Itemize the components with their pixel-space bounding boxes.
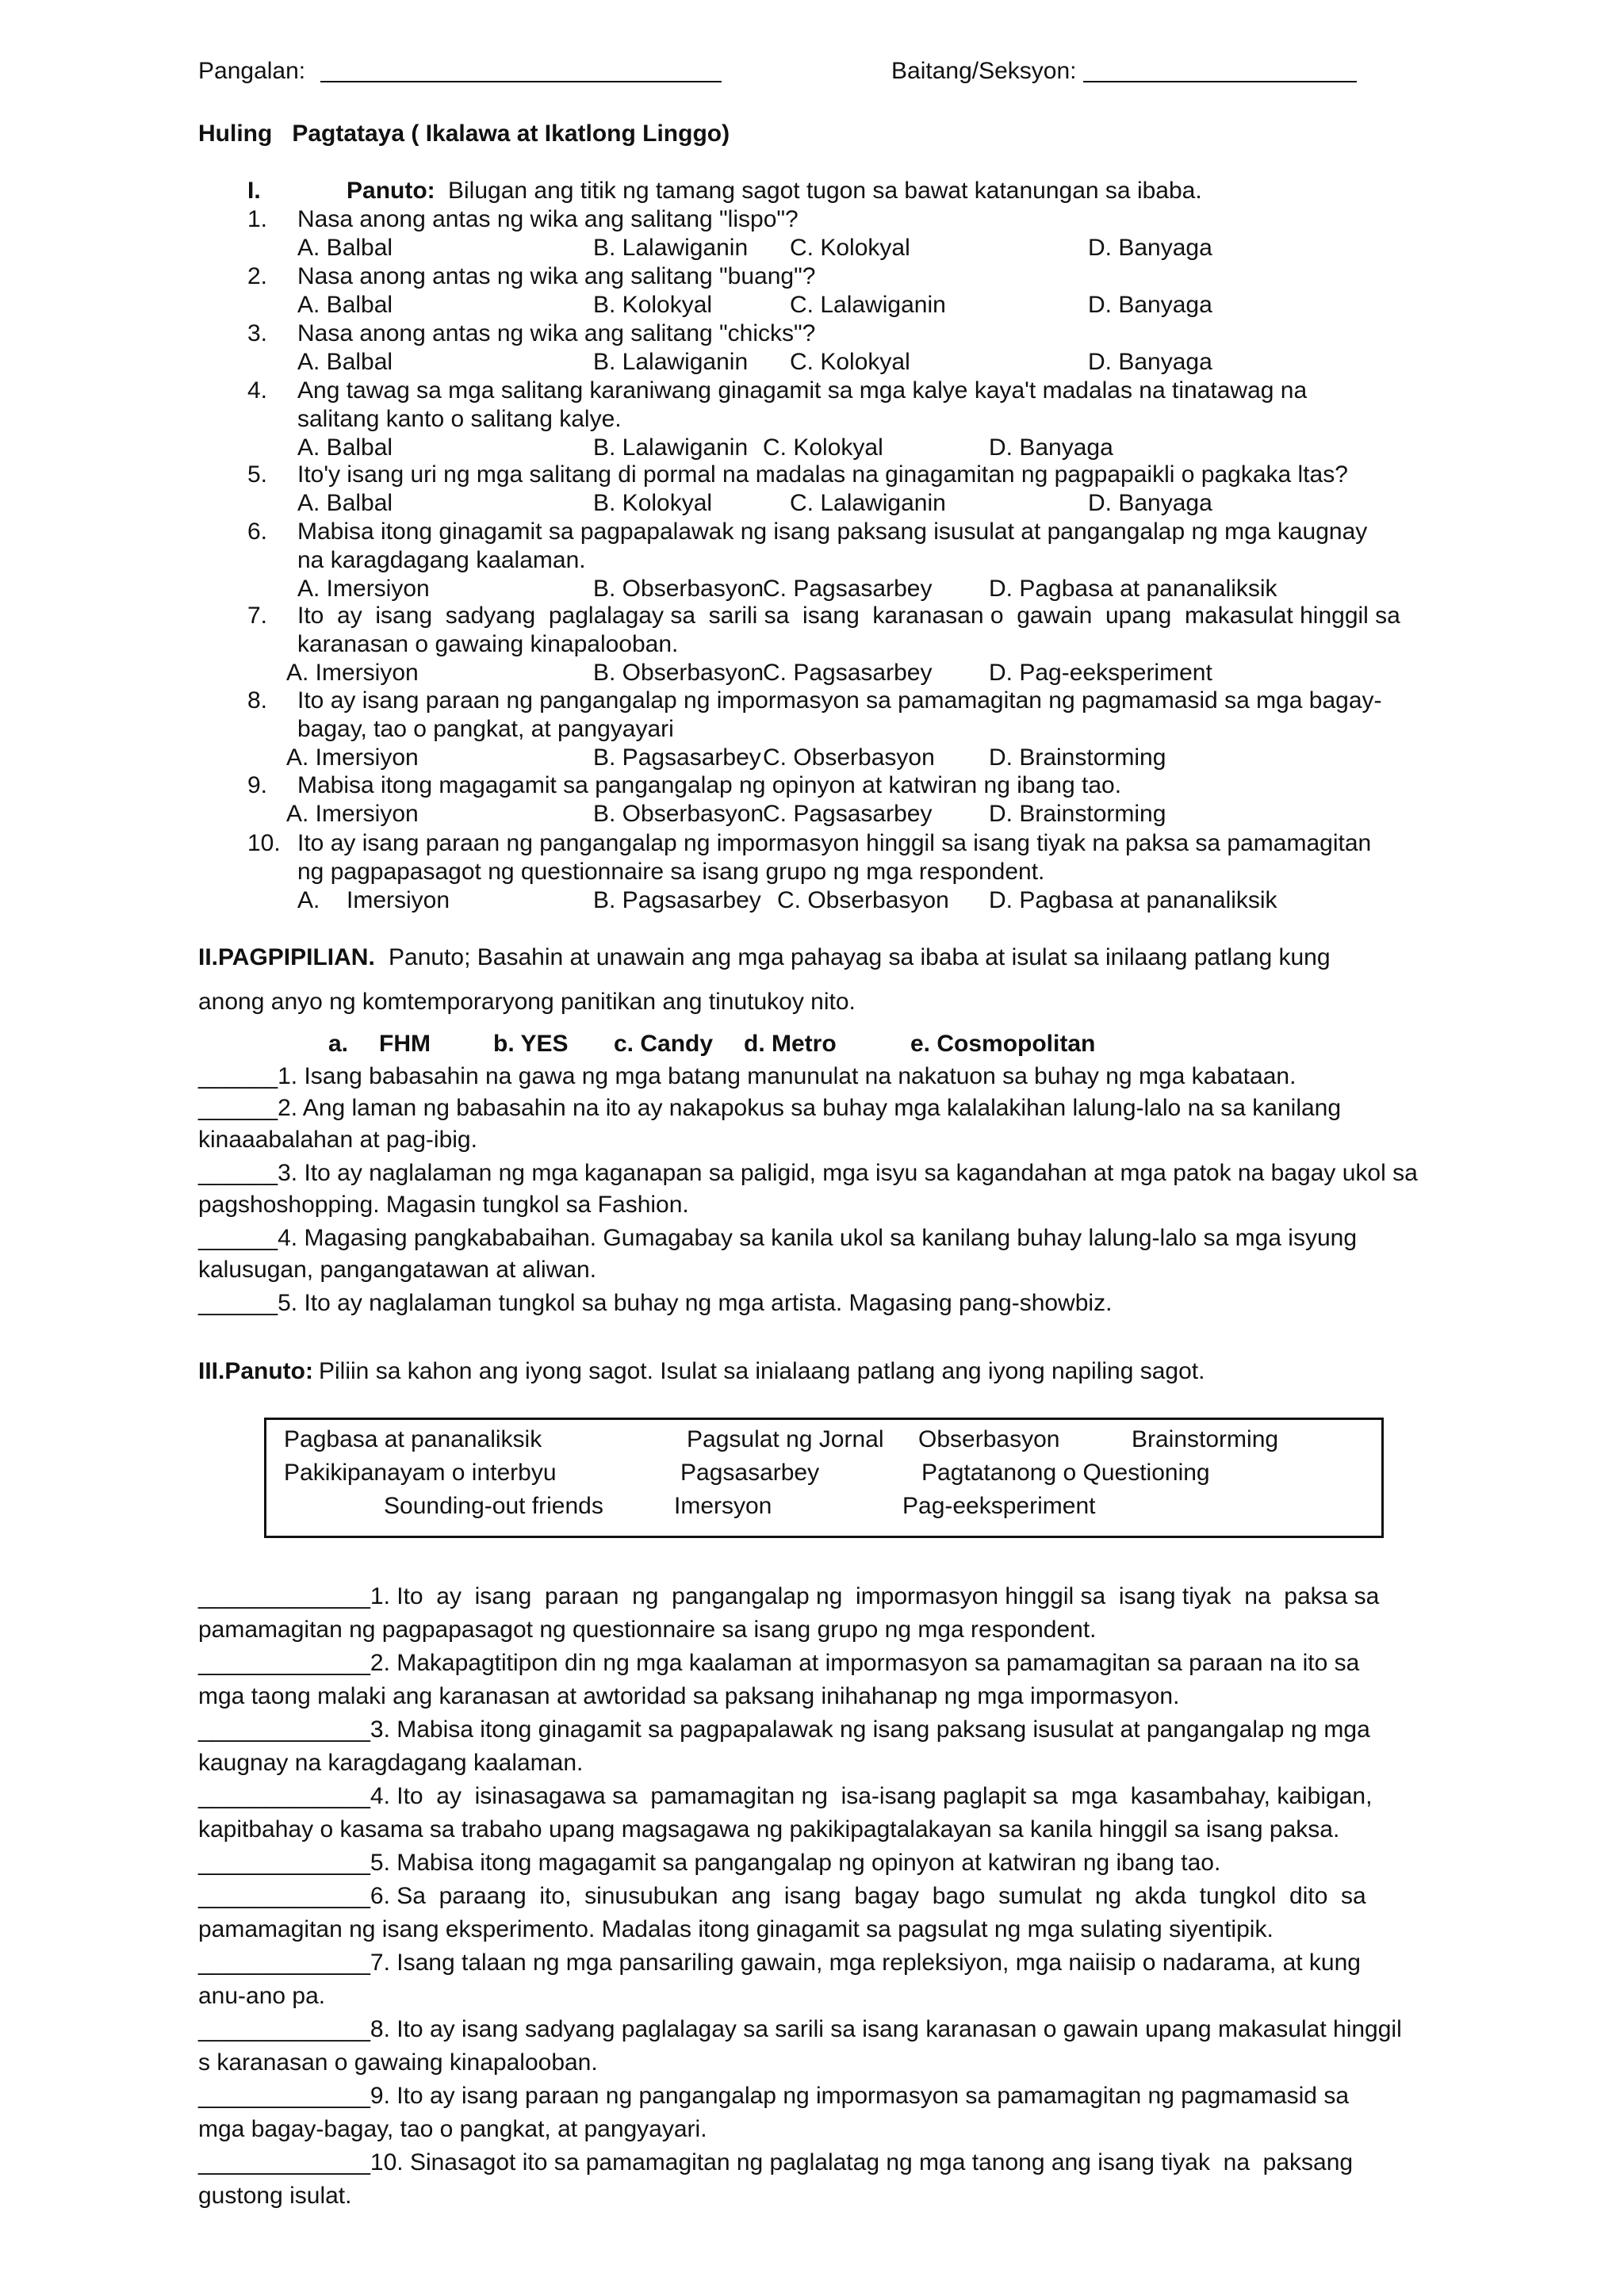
answer-choice: A. Imersiyon bbox=[286, 660, 419, 686]
name-blank-line[interactable] bbox=[320, 81, 722, 82]
answer-choice: B. Kolokyal bbox=[593, 292, 713, 318]
answer-choice: D. Pag-eeksperiment bbox=[989, 660, 1212, 686]
fill-in-item: _____________10. Sinasagot ito sa pamamagitan ng paglalatag ng mga tanong ang isang tiyak na paksang bbox=[198, 2149, 1354, 2175]
answer-choice: C. Obserbasyon bbox=[777, 887, 949, 913]
fill-in-item: mga taong malaki ang karanasan at awtoridad sa paksang inihahanap ng mga impormasyon. bbox=[198, 1683, 1180, 1709]
answer-choice: A. Imersiyon bbox=[286, 801, 419, 827]
question-number: 10. bbox=[247, 830, 281, 856]
fill-in-item: _____________9. Ito ay isang paraan ng pangangalap ng impormasyon sa pamamagitan ng pagmamasid sa bbox=[198, 2083, 1350, 2109]
question-number: 8. bbox=[247, 687, 268, 714]
answer-choice: C. Lalawiganin bbox=[790, 292, 946, 318]
question-text: Mabisa itong ginagamit sa pagpapalawak ng isang paksang isusulat at pangangalap ng mga kaugnay bbox=[297, 519, 1368, 545]
fill-in-item: anu-ano pa. bbox=[198, 1983, 326, 2009]
answer-choice: A. Imersiyon bbox=[297, 576, 430, 602]
part3-instruction: Piliin sa kahon ang iyong sagot. Isulat sa inialaang patlang ang iyong napiling sagot. bbox=[319, 1358, 1205, 1384]
answer-choice: D. Banyaga bbox=[1088, 235, 1212, 261]
answer-choice: C. Kolokyal bbox=[790, 235, 910, 261]
part2-heading: II.PAGPIPILIAN. bbox=[198, 944, 375, 970]
fill-in-item: ______3. Ito ay naglalaman ng mga kaganapan sa paligid, mga isyu sa kagandahan at mga patok na bagay ukol sa bbox=[198, 1160, 1418, 1186]
answer-choice: A. Balbal bbox=[297, 235, 393, 261]
answer-choice: C. Kolokyal bbox=[790, 349, 910, 375]
magazine-option: a. bbox=[328, 1031, 349, 1057]
answer-choice: C. Kolokyal bbox=[763, 434, 883, 461]
question-number: 5. bbox=[247, 461, 268, 488]
box-choice: Pag-eeksperiment bbox=[902, 1493, 1096, 1519]
fill-in-item: kinaaabalahan at pag-ibig. bbox=[198, 1127, 477, 1153]
answer-choice: D. Brainstorming bbox=[989, 801, 1166, 827]
box-choice: Pagsasarbey bbox=[680, 1460, 820, 1486]
box-choice: Pagtatanong o Questioning bbox=[921, 1460, 1210, 1486]
answer-choice: B. Pagsasarbey bbox=[593, 744, 761, 771]
answer-choice: B. Obserbasyon bbox=[593, 801, 764, 827]
answer-choice: A. Balbal bbox=[297, 434, 393, 461]
magazine-option: d. Metro bbox=[744, 1031, 837, 1057]
fill-in-item: s karanasan o gawaing kinapalooban. bbox=[198, 2049, 598, 2076]
fill-in-item: kalusugan, pangangatawan at aliwan. bbox=[198, 1257, 597, 1283]
part2-instruction: Panuto; Basahin at unawain ang mga pahayag sa ibaba at isulat sa inilaang patlang kung bbox=[389, 944, 1331, 970]
answer-choice: D. Banyaga bbox=[989, 434, 1113, 461]
question-text: karanasan o gawaing kinapalooban. bbox=[297, 631, 679, 657]
question-text: Ito'y isang uri ng mga salitang di pormal na madalas na ginagamitan ng pagpapaikli o pagkaka ltas? bbox=[297, 461, 1348, 488]
answer-choice: A. Balbal bbox=[297, 349, 393, 375]
answer-choice: B. Pagsasarbey bbox=[593, 887, 761, 913]
part1-roman: I. bbox=[247, 178, 261, 204]
fill-in-item: kaugnay na karagdagang kaalaman. bbox=[198, 1750, 584, 1776]
fill-in-item: _____________8. Ito ay isang sadyang paglalagay sa sarili sa isang karanasan o gawain upang makasulat hinggil bbox=[198, 2016, 1402, 2042]
answer-choice: D. Banyaga bbox=[1088, 292, 1212, 318]
question-number: 4. bbox=[247, 377, 268, 404]
box-choice: Pagbasa at pananaliksik bbox=[284, 1426, 542, 1452]
fill-in-item: _____________2. Makapagtitipon din ng mga kaalaman at impormasyon sa pamamagitan sa paraan na ito sa bbox=[198, 1650, 1360, 1676]
fill-in-item: mga bagay-bagay, tao o pangkat, at pangyayari. bbox=[198, 2116, 707, 2142]
fill-in-item: _____________4. Ito ay isinasagawa sa pamamagitan ng isa-isang paglapit sa mga kasambahay, kaibigan, bbox=[198, 1783, 1373, 1809]
question-number: 1. bbox=[247, 206, 268, 232]
fill-in-item: _____________5. Mabisa itong magagamit sa pangangalap ng opinyon at katwiran ng ibang tao. bbox=[198, 1850, 1221, 1876]
answer-choice: B. Obserbasyon bbox=[593, 660, 764, 686]
question-number: 2. bbox=[247, 263, 268, 289]
part1-instruction-label: Panuto: bbox=[347, 178, 435, 204]
fill-in-item: _____________1. Ito ay isang paraan ng pangangalap ng impormasyon hinggil sa isang tiyak na paksa sa bbox=[198, 1583, 1380, 1609]
fill-in-item: pamamagitan ng isang eksperimento. Madalas itong ginagamit sa pagsulat ng mga sulating siyentipik. bbox=[198, 1916, 1274, 1942]
box-choice: Imersyon bbox=[674, 1493, 772, 1519]
box-choice: Pakikipanayam o interbyu bbox=[284, 1460, 557, 1486]
question-text: Ang tawag sa mga salitang karaniwang ginagamit sa mga kalye kaya't madalas na tinatawag na bbox=[297, 377, 1308, 404]
question-text: Ito ay isang sadyang paglalagay sa sarili sa isang karanasan o gawain upang makasulat hinggil sa bbox=[297, 603, 1400, 629]
part1-instruction: Bilugan ang titik ng tamang sagot tugon sa bawat katanungan sa ibaba. bbox=[448, 178, 1202, 204]
question-text: Ito ay isang paraan ng pangangalap ng impormasyon hinggil sa isang tiyak na paksa sa pamamagitan bbox=[297, 830, 1372, 856]
answer-choice: D. Banyaga bbox=[1088, 349, 1212, 375]
answer-choice: B. Obserbasyon bbox=[593, 576, 764, 602]
answer-choice: A. Balbal bbox=[297, 292, 393, 318]
magazine-option: c. Candy bbox=[614, 1031, 714, 1057]
answer-choice: D. Brainstorming bbox=[989, 744, 1166, 771]
fill-in-item: _____________7. Isang talaan ng mga pansariling gawain, mga repleksiyon, mga naiisip o nadarama, at kung bbox=[198, 1950, 1361, 1976]
question-text: ng pagpapasagot ng questionnaire sa isang grupo ng mga respondent. bbox=[297, 859, 1045, 885]
part2-instruction-cont: anong anyo ng komtemporaryong panitikan ang tinutukoy nito. bbox=[198, 989, 856, 1015]
question-number: 9. bbox=[247, 772, 268, 798]
answer-choice: A. Balbal bbox=[297, 490, 393, 516]
fill-in-item: ______5. Ito ay naglalaman tungkol sa buhay ng mga artista. Magasing pang-showbiz. bbox=[198, 1290, 1113, 1316]
question-text: Nasa anong antas ng wika ang salitang "chicks"? bbox=[297, 320, 816, 346]
box-choice: Sounding-out friends bbox=[384, 1493, 603, 1519]
answer-choice: C. Pagsasarbey bbox=[763, 660, 933, 686]
question-text: bagay, tao o pangkat, at pangyayari bbox=[297, 716, 674, 742]
answer-choice: D. Pagbasa at pananaliksik bbox=[989, 576, 1277, 602]
fill-in-item: kapitbahay o kasama sa trabaho upang magsagawa ng pakikipagtalakayan sa kanila hinggil sa isang paksa. bbox=[198, 1816, 1340, 1843]
answer-choice: C. Obserbasyon bbox=[763, 744, 935, 771]
question-text: salitang kanto o salitang kalye. bbox=[297, 406, 622, 432]
answer-choice: B. Kolokyal bbox=[593, 490, 713, 516]
answer-choice: D. Banyaga bbox=[1088, 490, 1212, 516]
part3-heading: III.Panuto: bbox=[198, 1358, 313, 1384]
magazine-option: b. YES bbox=[493, 1031, 569, 1057]
answer-choice: B. Lalawiganin bbox=[593, 235, 749, 261]
box-choice: Pagsulat ng Jornal bbox=[687, 1426, 884, 1452]
answer-choice: B. Lalawiganin bbox=[593, 434, 749, 461]
fill-in-item: gustong isulat. bbox=[198, 2183, 352, 2209]
answer-choice: Imersiyon bbox=[347, 887, 450, 913]
box-choice: Brainstorming bbox=[1132, 1426, 1279, 1452]
magazine-option: FHM bbox=[379, 1031, 431, 1057]
fill-in-item: pamamagitan ng pagpapasagot ng questionnaire sa isang grupo ng mga respondent. bbox=[198, 1617, 1097, 1643]
fill-in-item: _____________3. Mabisa itong ginagamit sa pagpapalawak ng isang paksang isusulat at pangangalap ng mga bbox=[198, 1716, 1370, 1743]
question-text: Nasa anong antas ng wika ang salitang "lispo"? bbox=[297, 206, 799, 232]
fill-in-item: ______4. Magasing pangkababaihan. Gumagabay sa kanila ukol sa kanilang buhay lalung-lalo sa mga isyung bbox=[198, 1225, 1358, 1251]
answer-choice: C. Pagsasarbey bbox=[763, 576, 933, 602]
question-number: 6. bbox=[247, 519, 268, 545]
box-choice: Obserbasyon bbox=[918, 1426, 1060, 1452]
grade-section-label: Baitang/Seksyon: bbox=[891, 58, 1077, 84]
fill-in-item: ______1. Isang babasahin na gawa ng mga batang manunulat na nakatuon sa buhay ng mga kabataan. bbox=[198, 1063, 1297, 1089]
grade-section-blank-line[interactable] bbox=[1083, 81, 1357, 82]
question-number: 7. bbox=[247, 603, 268, 629]
question-text: Mabisa itong magagamit sa pangangalap ng opinyon at katwiran ng ibang tao. bbox=[297, 772, 1122, 798]
fill-in-item: _____________6. Sa paraang ito, sinusubukan ang isang bagay bago sumulat ng akda tungkol dito sa bbox=[198, 1883, 1366, 1909]
question-number: 3. bbox=[247, 320, 268, 346]
page-title: Huling Pagtataya ( Ikalawa at Ikatlong Linggo) bbox=[198, 121, 730, 147]
name-label: Pangalan: bbox=[198, 58, 306, 84]
magazine-option: e. Cosmopolitan bbox=[910, 1031, 1096, 1057]
question-text: na karagdagang kaalaman. bbox=[297, 547, 586, 573]
fill-in-item: pagshoshopping. Magasin tungkol sa Fashion. bbox=[198, 1192, 689, 1218]
answer-choice: A. bbox=[297, 887, 320, 913]
answer-choice: D. Pagbasa at pananaliksik bbox=[989, 887, 1277, 913]
answer-choice: C. Lalawiganin bbox=[790, 490, 946, 516]
answer-choice: C. Pagsasarbey bbox=[763, 801, 933, 827]
question-text: Ito ay isang paraan ng pangangalap ng impormasyon sa pamamagitan ng pagmamasid sa mga bagay- bbox=[297, 687, 1382, 714]
fill-in-item: ______2. Ang laman ng babasahin na ito ay nakapokus sa buhay mga kalalakihan lalung-lalo na sa kanilang bbox=[198, 1095, 1342, 1121]
answer-choice: A. Imersiyon bbox=[286, 744, 419, 771]
answer-choice: B. Lalawiganin bbox=[593, 349, 749, 375]
question-text: Nasa anong antas ng wika ang salitang "buang"? bbox=[297, 263, 816, 289]
